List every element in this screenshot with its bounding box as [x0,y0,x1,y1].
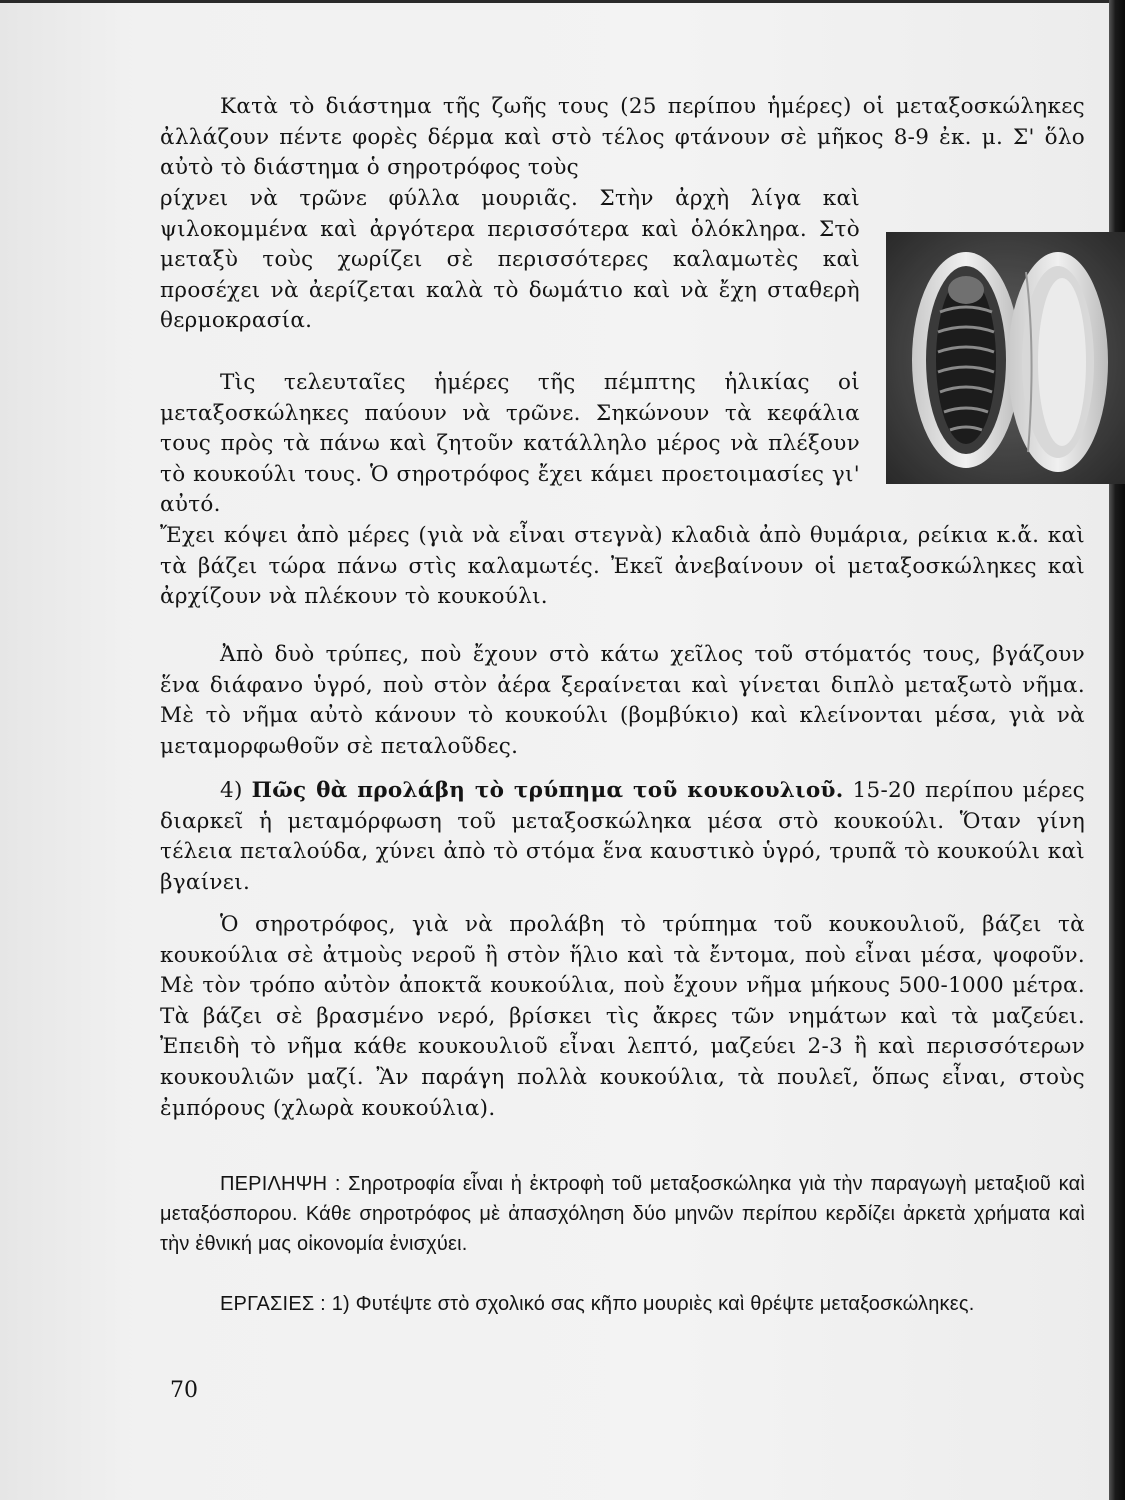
paragraph-1b: ρίχνει νὰ τρῶνε φύλλα μουριᾶς. Στὴν ἀρχὴ λίγα καὶ ψιλοκομμένα καὶ ἀργότερα περισσότερα καὶ ὁλόκληρα. Στὸ μεταξὺ τοὺς χωρίζει σὲ περισσότερες καλαμωτὲς καὶ προσέχει νὰ ἀερίζεται καλὰ τὸ δωμάτιο καὶ νὰ ἔχη σταθερὴ θερμοκρασία. [160,186,860,334]
paragraph-3: Ἀπὸ δυὸ τρύπες, ποὺ ἔχουν στὸ κάτω χεῖλος τοῦ στόματός τους, βγάζουν ἕνα διάφανο ὑγρό, ποὺ στὸν ἀέρα ξεραίνεται καὶ γίνεται διπλὸ μεταξωτὸ νῆμα. Μὲ τὸ νῆμα αὐτὸ κάνουν τὸ κουκούλι (βομβύκιο) καὶ κλείνονται μέσα, γιὰ νὰ μεταμορφωθοῦν σὲ πεταλοῦδες. [160,642,1085,759]
summary-paragraph: ΠΕΡΙΛΗΨΗ : Σηροτροφία εἶναι ἡ ἐκτροφὴ τοῦ μεταξοσκώληκα γιὰ τὴν παραγωγὴ μεταξιοῦ καὶ μεταξόσπορου. Κάθε σηροτρόφος μὲ ἀπασχόληση δύο μηνῶν περίπου κερδίζει ἀρκετὰ χρήματα καὶ τὴν ἐθνική μας οἰκονομία ἐνισχύει. [160,1173,1085,1255]
paragraph-4: 4) Πῶς θὰ προλάβη τὸ τρύπημα τοῦ κουκουλιοῦ. 15-20 περίπου μέρες διαρκεῖ ἡ μεταμόρφωση τοῦ μεταξοσκώληκα μέσα στὸ κουκούλι. Ὅταν γίνη τέλεια πεταλούδα, χύνει ἀπὸ τὸ στόμα ἕνα καυστικὸ ὑγρό, τρυπᾶ τὸ κουκούλι καὶ βγαίνει. [160,778,1085,895]
page-number: 70 [170,1378,198,1403]
cocoon-illustration [886,232,1125,484]
paragraph-1a: Κατὰ τὸ διάστημα τῆς ζωῆς τους (25 περίπου ἡμέρες) οἱ μεταξοσκώληκες ἀλλάζουν πέντε φορὲς δέρμα καὶ στὸ τέλος φτάνουν σὲ μῆκος 8-9 ἐκ. μ. Σ' ὅλο αὐτὸ τὸ διάστημα ὁ σηροτρόφος τοὺς [160,94,1085,181]
paragraph-2a: Τὶς τελευταῖες ἡμέρες τῆς πέμπτης ἡλικίας οἱ μεταξοσκώληκες παύουν νὰ τρῶνε. Σηκώνουν τὰ κεφάλια τους πρὸς τὰ πάνω καὶ ζητοῦν κατάλληλο μέρος νὰ πλέξουν τὸ κουκούλι τους. Ὁ σηροτρόφος ἔχει κάμει προετοιμασίες γι' αὐτό. [160,370,860,518]
page-top-edge [0,0,1125,3]
paragraph-2b: Ἔχει κόψει ἀπὸ μέρες (γιὰ νὰ εἶναι στεγνὰ) κλαδιὰ ἀπὸ θυμάρια, ρείκια κ.ἄ. καὶ τὰ βάζει τώρα πάνω στὶς καλαμωτές. Ἐκεῖ ἀνεβαίνουν οἱ μεταξοσκώληκες καὶ ἀρχίζουν νὰ πλέκουν τὸ κουκούλι. [160,523,1085,610]
cocoon-photo [886,232,1125,484]
paragraph-5: Ὁ σηροτρόφος, γιὰ νὰ προλάβη τὸ τρύπημα τοῦ κουκουλιοῦ, βάζει τὰ κουκούλια σὲ ἀτμοὺς νεροῦ ἢ στὸν ἥλιο καὶ τὰ ἔντομα, ποὺ εἶναι μέσα, ψοφοῦν. Μὲ τὸν τρόπο αὐτὸν ἀποκτᾶ κουκούλια, ποὺ ἔχουν νῆμα μήκους 500-1000 μέτρα. Τὰ βάζει σὲ βρασμένο νερό, βρίσκει τὶς ἄκρες τῶν νημάτων καὶ τὰ μαζεύει. Ἐπειδὴ τὸ νῆμα κάθε κουκουλιοῦ εἶναι λεπτό, μαζεύει 2-3 ἢ καὶ περισσότερων κουκουλιῶν μαζί. Ἂν παράγη πολλὰ κουκούλια, τὰ πουλεῖ, ὅπως εἶναι, στοὺς ἐμπόρους (χλωρὰ κουκούλια). [160,912,1085,1121]
tasks-paragraph: ΕΡΓΑΣΙΕΣ : 1) Φυτέψτε στὸ σχολικό σας κῆπο μουριὲς καὶ θρέψτε μεταξοσκώληκες. [220,1293,975,1315]
section-heading: Πῶς θὰ προλάβη τὸ τρύπημα τοῦ κουκουλιοῦ. [251,778,844,803]
page-right-edge [1109,0,1125,1500]
section-number: 4) [220,778,243,803]
